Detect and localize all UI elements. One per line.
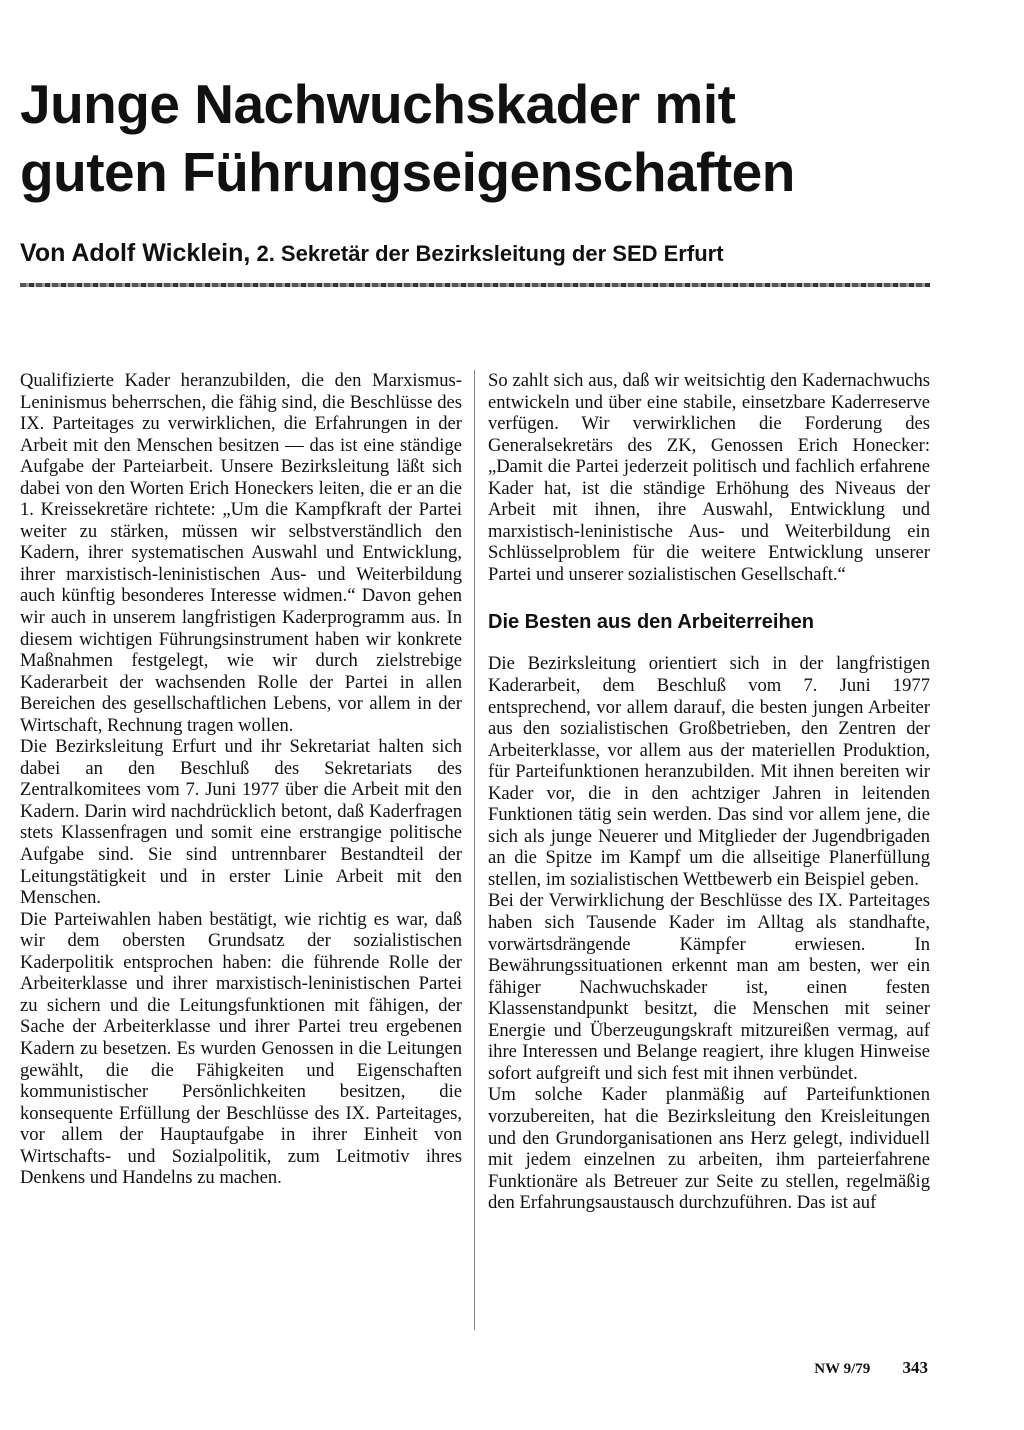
paragraph: Die Bezirksleitung Erfurt und ihr Sekretariat halten sich dabei an den Beschluß des Sekretariats des Zentralkomitees vom 7. Juni 1977 über die Arbeit mit den Kadern. Darin wird nachdrücklich betont, daß Kaderfragen stets Klassenfragen und somit eine erstrangige politische Aufgabe sind. Sie sind untrennbarer Bestandteil der Leitungstätigkeit und in erster Linie Arbeit mit den Menschen. xyxy=(20,736,462,909)
byline-role: 2. Sekretär der Bezirksleitung der SED Erfurt xyxy=(256,241,724,266)
paragraph: Die Parteiwahlen haben bestätigt, wie richtig es war, daß wir dem obersten Grundsatz der sozialistischen Kaderpolitik entsprochen haben: die führende Rolle der Arbeiterklasse und ihrer marxistisch-leninistischen Partei zu sichern und die Leitungsfunktionen mit fähigen, der Sache der Arbeiterklasse und ihrer Partei treu ergebenen Kadern zu besetzen. Es wurden Genossen in die Leitungen gewählt, die die Fähigkeiten und Eigenschaften kommunistischer Persönlichkeiten besitzen, die konsequente Erfüllung der Beschlüsse des IX. Parteitages, vor allem der Hauptaufgabe in ihrer Einheit von Wirtschafts- und Sozialpolitik, zum Leitmotiv ihres Denkens und Handelns zu machen. xyxy=(20,908,462,1189)
byline-author: Von Adolf Wicklein, xyxy=(20,239,251,267)
page-footer xyxy=(814,1358,928,1378)
paragraph: Um solche Kader planmäßig auf Parteifunktionen vorzubereiten, hat die Bezirksleitung den Kreisleitungen und den Grundorganisationen ans Herz gelegt, individuell mit jedem einzelnen zu arbeiten, ihm parteierfahrene Funktionäre als Betreuer zur Seite zu stellen, regelmäßig den Erfahrungsaustausch durchzuführen. Das ist auf xyxy=(488,1084,930,1214)
article-title-line-1: Junge Nachwuchskader mit xyxy=(20,73,736,135)
paragraph: Die Bezirksleitung orientiert sich in der langfristigen Kaderarbeit, dem Beschluß vom 7. Juni 1977 entsprechend, vor allem darauf, die besten jungen Arbeiter aus den sozialistischen Großbetrieben, den Zentren der Arbeiterklasse, vor allem aus der materiellen Produktion, für Parteifunktionen heranzubilden. Mit ihnen bereiten wir Kader vor, die in den achtziger Jahren in leitenden Funktionen tätig sein werden. Das sind vor allem jene, die sich als junge Neuerer und Mitglieder der Jugendbrigaden an die Spitze im Kampf um die allseitige Planerfüllung stellen, im sozialistischen Wettbewerb ein Beispiel geben. xyxy=(488,653,930,890)
paragraph: So zahlt sich aus, daß wir weitsichtig den Kadernachwuchs entwickeln und über eine stabile, einsetzbare Kaderreserve verfügen. Wir verwirklichen die Forderung des Generalsekretärs des ZK, Genossen Erich Honecker: „Damit die Partei jederzeit politisch und fachlich erfahrene Kader hat, ist die ständige Erhöhung des Niveaus der Arbeit mit ihnen, ihre Auswahl, Entwicklung und marxistisch-leninistische Aus- und Weiterbildung ein Schlüsselproblem für die weitere Entwicklung unserer Partei und unserer sozialistischen Gesellschaft.“ xyxy=(488,370,930,585)
paragraph: Bei der Verwirklichung der Beschlüsse des IX. Parteitages haben sich Tausende Kader im Alltag als standhafte, vorwärtsdrängende Kämpfer erwiesen. In Bewährungssituationen erkennt man am besten, wer ein fähiger Nachwuchskader ist, einen festen Klassenstandpunkt besitzt, die Menschen mit seiner Energie und Überzeugungskraft mitzureißen vermag, auf ihre Interessen und Belange reagiert, ihre klugen Hinweise sofort aufgreift und sich fest mit ihnen verbündet. xyxy=(488,890,930,1084)
title-rule xyxy=(20,283,930,287)
issue-label: NW 9/79 xyxy=(814,1361,871,1377)
byline xyxy=(20,238,1000,269)
column-divider xyxy=(474,370,475,1330)
right-column xyxy=(488,370,930,1214)
left-column xyxy=(20,370,462,1189)
page-number: 343 xyxy=(902,1358,928,1377)
section-subheading: Die Besten aus den Arbeiterreihen xyxy=(488,611,815,634)
paragraph: Qualifizierte Kader heranzubilden, die den Marxismus-Leninismus beherrschen, die fähig sind, die Beschlüsse des IX. Parteitages zu verwirklichen, die Erfahrungen in der Arbeit mit den Menschen besitzen — das ist eine ständige Aufgabe der Parteiarbeit. Unsere Bezirksleitung läßt sich dabei von den Worten Erich Honeckers leiten, die er an die 1. Kreissekretäre richtete: „Um die Kampfkraft der Partei weiter zu stärken, müssen wir selbstverständlich den Kadern, ihrer systematischen Auswahl und Entwicklung, ihrer marxistisch-leninistischen Aus- und Weiterbildung auch künftig besonderes Interesse widmen.“ Davon gehen wir auch in unserem langfristigen Kaderprogramm aus. In diesem wichtigen Führungsinstrument haben wir konkrete Maßnahmen festgelegt, wie wir durch zielstrebige Kaderarbeit der wachsenden Rolle der Partei in allen Bereichen des gesellschaftlichen Lebens, vor allem in der Wirtschaft, Rechnung tragen wollen. xyxy=(20,370,462,736)
article-title-line-2: guten Führungseigenschaften xyxy=(20,141,795,203)
article-title xyxy=(20,70,1000,206)
